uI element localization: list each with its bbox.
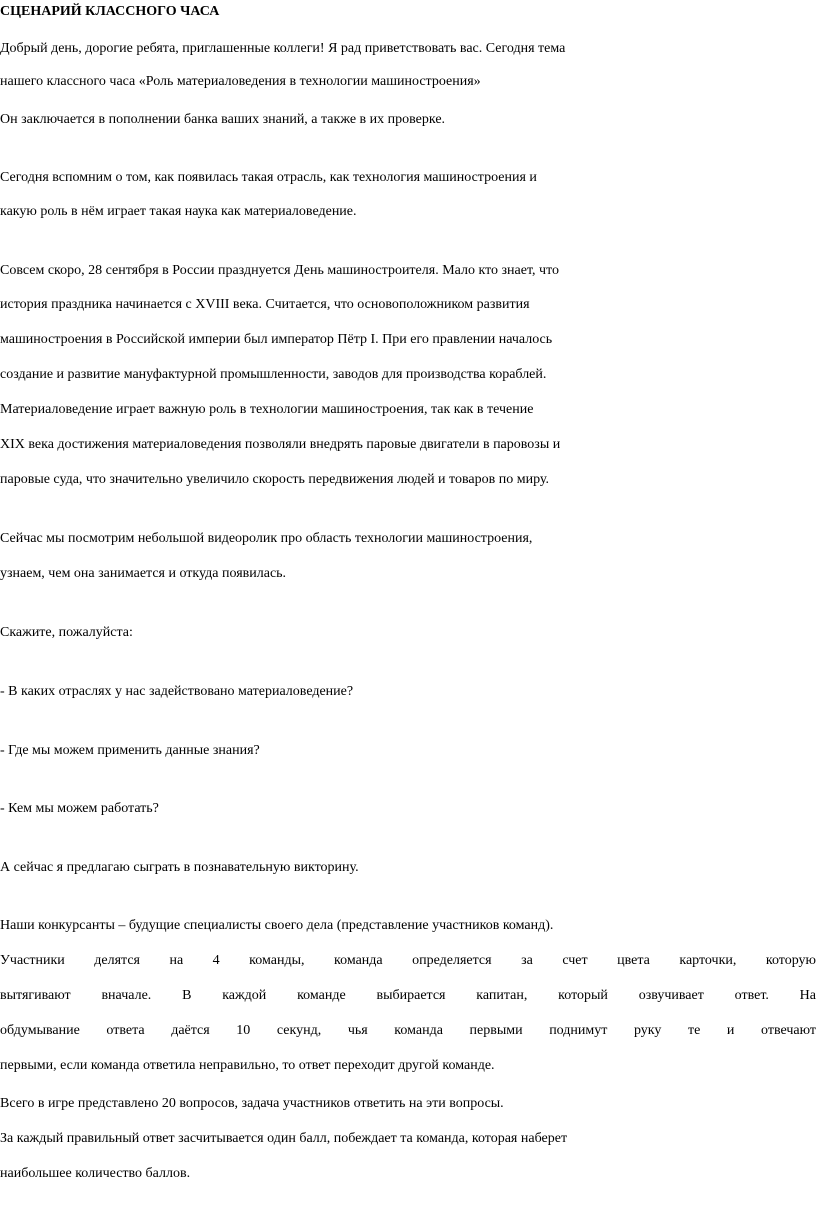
text-line: паровые суда, что значительно увеличило скорость передвижения людей и товаров по миру. <box>0 472 549 487</box>
text-line: наибольшее количество баллов. <box>0 1166 191 1181</box>
text-line: обдумывание ответа даётся 10 секунд, чья команда первыми поднимут руку те и отвечают <box>0 1023 816 1038</box>
text-line: Всего в игре представлено 20 вопросов, задача участников ответить на эти вопросы. <box>0 1096 504 1111</box>
text-line: первыми, если команда ответила неправильно, то ответ переходит другой команде. <box>0 1058 495 1073</box>
text-line: За каждый правильный ответ засчитывается один балл, побеждает та команда, которая наберет <box>0 1131 568 1146</box>
list-item: - Кем мы можем работать? <box>0 801 159 816</box>
text-line: Он заключается в пополнении банка ваших знаний, а также в их проверке. <box>0 112 446 127</box>
text-line: XIX века достижения материаловедения позволяли внедрять паровые двигатели в паровозы и <box>0 437 561 452</box>
text-line: история праздника начинается с XVIII века. Считается, что основоположником развития <box>0 297 530 312</box>
text-line: Сейчас мы посмотрим небольшой видеоролик про область технологии машиностроения, <box>0 531 533 546</box>
text-line: Участники делятся на 4 команды, команда определяется за счет цвета карточки, которую <box>0 953 816 968</box>
text-line: Сегодня вспомним о том, как появилась такая отрасль, как технология машиностроения и <box>0 170 537 185</box>
list-item: - В каких отраслях у нас задействовано материаловедение? <box>0 684 354 699</box>
text-line: машиностроения в Российской империи был император Пётр I. При его правлении началось <box>0 332 553 347</box>
text-line: узнаем, чем она занимается и откуда появилась. <box>0 566 287 581</box>
text-line: создание и развитие мануфактурной промышленности, заводов для производства кораблей. <box>0 367 547 382</box>
text-line: нашего классного часа «Роль материаловедения в технологии машиностроения» <box>0 74 481 89</box>
text-line: Наши конкурсанты – будущие специалисты своего дела (представление участников команд). <box>0 918 554 933</box>
text-line: Совсем скоро, 28 сентября в России празднуется День машиностроителя. Мало кто знает, что <box>0 263 560 278</box>
text-line: вытягивают вначале. В каждой команде выбирается капитан, который озвучивает ответ. На <box>0 988 816 1003</box>
text-line: какую роль в нём играет такая наука как материаловедение. <box>0 204 357 219</box>
text-line: А сейчас я предлагаю сыграть в познавательную викторину. <box>0 860 359 875</box>
text-line: Материаловедение играет важную роль в технологии машиностроения, так как в течение <box>0 402 534 417</box>
text-line: Добрый день, дорогие ребята, приглашенные коллеги! Я рад приветствовать вас. Сегодня тема <box>0 41 566 56</box>
document-title: СЦЕНАРИЙ КЛАССНОГО ЧАСА <box>0 4 220 19</box>
text-line: Скажите, пожалуйста: <box>0 625 133 640</box>
list-item: - Где мы можем применить данные знания? <box>0 743 260 758</box>
